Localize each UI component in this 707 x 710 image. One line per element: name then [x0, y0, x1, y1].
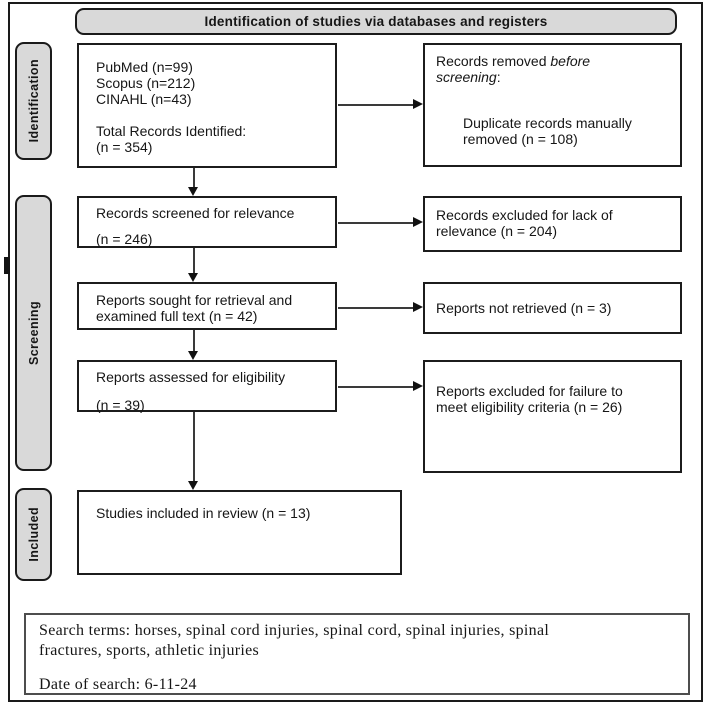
box-reports-not-retrieved — [423, 282, 682, 334]
arrow-screened-to-excluded-head-icon — [413, 217, 423, 227]
reports-sought-line2: examined full text (n = 42) — [96, 308, 258, 324]
search-terms-line1: Search terms: horses, spinal cord injuries, spinal cord, spinal injuries, spinal — [39, 622, 550, 639]
diagram-title-text: Identification of studies via databases and registers — [204, 14, 548, 29]
reports-not-retrieved-text: Reports not retrieved (n = 3) — [436, 300, 612, 316]
excluded-relevance-line2: relevance (n = 204) — [436, 223, 558, 239]
arrow-identified-to-removed-head-icon — [413, 99, 423, 109]
stage-screening-text: Screening — [26, 300, 41, 366]
reports-assessed-label: Reports assessed for eligibility — [96, 369, 286, 385]
arrow-assessed-to-included-line — [193, 412, 195, 482]
arrow-sought-to-assessed-line — [193, 330, 195, 352]
excluded-eligibility-line2: meet eligibility criteria (n = 26) — [436, 399, 623, 415]
box-records-screened — [77, 196, 337, 248]
reports-assessed-count: (n = 39) — [96, 397, 145, 413]
duplicates-line2: removed (n = 108) — [463, 131, 578, 147]
records-removed-heading-line2 — [436, 69, 670, 85]
excluded-eligibility-line1: Reports excluded for failure to — [436, 383, 623, 399]
border-artifact-mark — [4, 257, 10, 274]
box-records-excluded-relevance — [423, 196, 682, 252]
stage-included-text: Included — [26, 507, 41, 562]
box-records-removed — [423, 43, 682, 167]
box-records-identified — [77, 43, 337, 168]
colon-text: : — [496, 69, 501, 85]
before-italic: before — [550, 53, 591, 69]
blank-line — [96, 107, 327, 123]
screening-italic: screening — [436, 69, 497, 85]
total-records-label: Total Records Identified: — [96, 123, 247, 139]
arrow-sought-to-notretrieved-head-icon — [413, 302, 423, 312]
records-removed-heading — [436, 53, 670, 69]
stage-identification-text: Identification — [26, 59, 41, 143]
excluded-relevance-line1: Records excluded for lack of — [436, 207, 613, 223]
db-pubmed-count: PubMed (n=99) — [96, 59, 193, 75]
records-removed-text: Records removed — [436, 53, 551, 69]
duplicates-line1: Duplicate records manually — [463, 115, 632, 131]
db-scopus-count: Scopus (n=212) — [96, 75, 196, 91]
arrow-identified-to-screened-line — [193, 168, 195, 188]
search-terms-line2: fractures, sports, athletic injuries — [39, 642, 260, 659]
arrow-identified-to-removed-line — [338, 104, 414, 106]
stage-label-identification — [15, 42, 52, 160]
stage-label-included — [15, 488, 52, 581]
diagram-title — [75, 8, 677, 35]
stage-label-screening — [15, 195, 52, 471]
search-terms-box — [24, 613, 690, 695]
date-of-search: Date of search: 6-11-24 — [39, 676, 197, 693]
total-records-count: (n = 354) — [96, 139, 153, 155]
arrow-screened-to-sought-line — [193, 248, 195, 274]
arrow-assessed-to-excluded-line — [338, 386, 414, 388]
reports-sought-line1: Reports sought for retrieval and — [96, 292, 293, 308]
arrow-assessed-to-excluded-head-icon — [413, 381, 423, 391]
records-screened-label: Records screened for relevance — [96, 205, 295, 221]
arrow-sought-to-notretrieved-line — [338, 307, 414, 309]
box-reports-excluded-eligibility — [423, 360, 682, 473]
arrow-assessed-to-included-head-icon — [188, 481, 198, 490]
arrow-identified-to-screened-head-icon — [188, 187, 198, 196]
arrow-screened-to-sought-head-icon — [188, 273, 198, 282]
box-reports-assessed — [77, 360, 337, 412]
studies-included-text: Studies included in review (n = 13) — [96, 505, 311, 521]
db-cinahl-count: CINAHL (n=43) — [96, 91, 192, 107]
box-reports-sought — [77, 282, 337, 330]
box-studies-included — [77, 490, 402, 575]
duplicates-removed-detail — [463, 115, 670, 147]
arrow-sought-to-assessed-head-icon — [188, 351, 198, 360]
arrow-screened-to-excluded-line — [338, 222, 414, 224]
records-screened-count: (n = 246) — [96, 231, 153, 247]
